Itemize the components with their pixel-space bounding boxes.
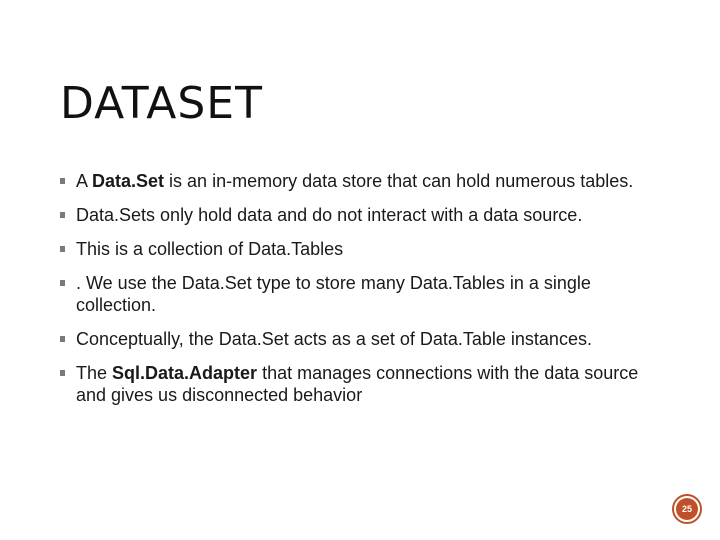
bullet-text: . We use the Data.Set type to store many Data.Tables in a single collection.	[76, 273, 591, 315]
bullet-item	[60, 170, 660, 192]
bullet-item	[60, 328, 660, 350]
bullet-text: The Sql.Data.Adapter that manages connections with the data source and gives us disconnected behavior	[76, 363, 639, 405]
page-number: 25	[676, 498, 698, 520]
bullet-item	[60, 272, 660, 316]
page-number-badge	[672, 494, 702, 524]
bullet-item	[60, 238, 660, 260]
square-bullet-icon	[60, 336, 65, 342]
square-bullet-icon	[60, 178, 65, 184]
square-bullet-icon	[60, 370, 65, 376]
square-bullet-icon	[60, 280, 65, 286]
bullet-text: Conceptually, the Data.Set acts as a set of Data.Table instances.	[76, 329, 592, 349]
bullet-text: This is a collection of Data.Tables	[76, 239, 344, 259]
bullet-item	[60, 362, 660, 406]
slide-title: DATASET	[60, 78, 263, 129]
bullet-item	[60, 204, 660, 226]
bullet-text: A Data.Set is an in-memory data store that can hold numerous tables.	[76, 171, 634, 191]
bullet-list	[60, 170, 660, 418]
square-bullet-icon	[60, 246, 65, 252]
bullet-text: Data.Sets only hold data and do not interact with a data source.	[76, 205, 583, 225]
square-bullet-icon	[60, 212, 65, 218]
